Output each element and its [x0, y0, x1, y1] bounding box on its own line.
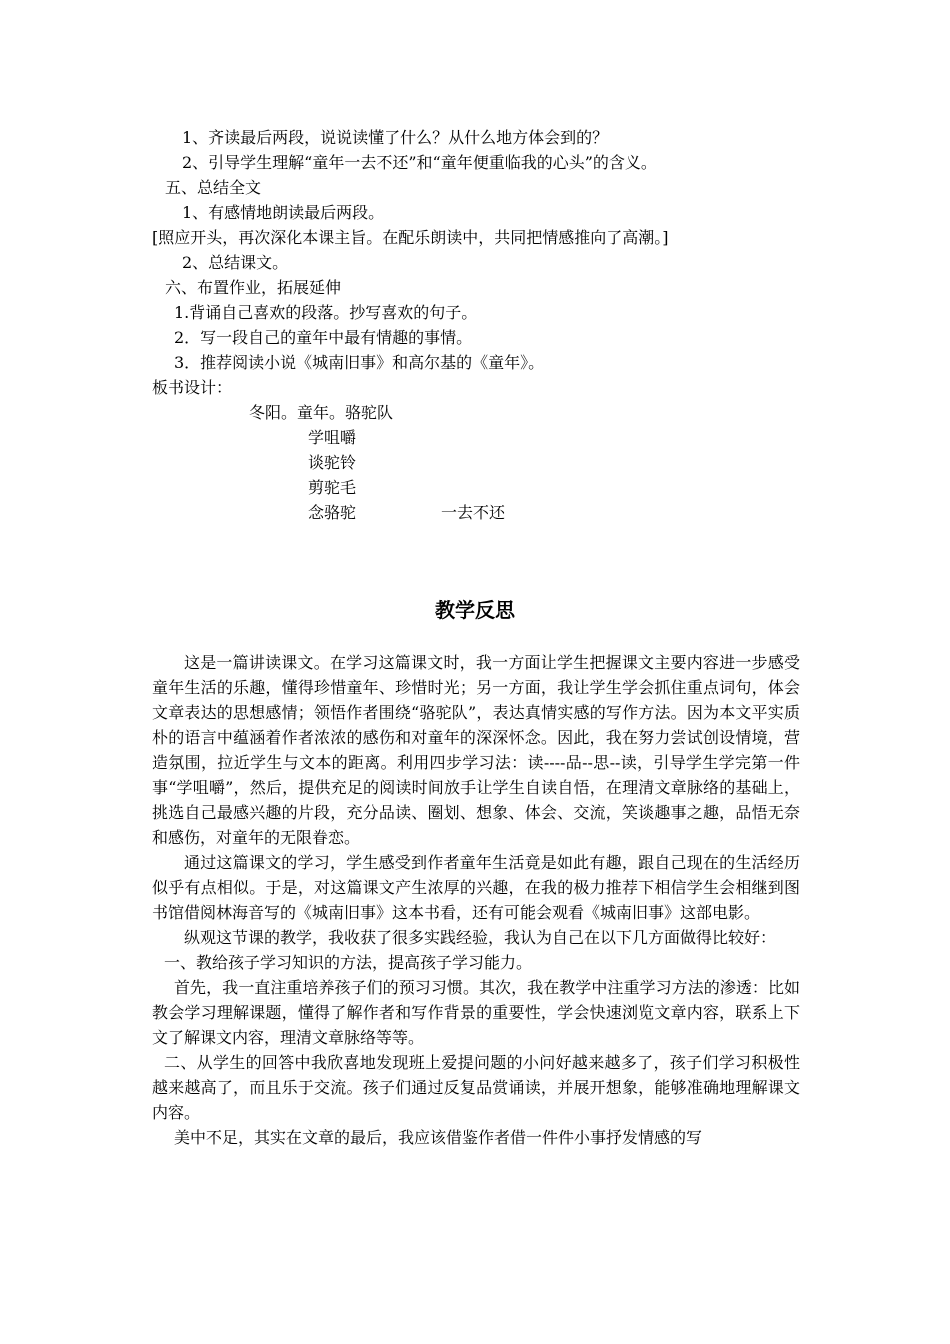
reflection-paragraph: 首先，我一直注重培养孩子们的预习习惯。其次，我在教学中注重学习方法的渗透：比如教会学习理解课题，懂得了解作者和写作背景的重要性，学会快速浏览文章内容，联系上下文了解课文内容，理清文章脉络等等。	[152, 978, 800, 1047]
reflection-paragraph: 通过这篇课文的学习，学生感受到作者童年生活竟是如此有趣，跟自己现在的生活经历似乎有点相似。于是，对这篇课文产生浓厚的兴趣，在我的极力推荐下相信学生会相继到图书馆借阅林海音写的《城南旧事》这本书看，还有可能会观看《城南旧事》这部电影。	[152, 853, 800, 922]
homework-item: 2．写一段自己的童年中最有情趣的事情。	[174, 328, 473, 347]
section-heading: 五、总结全文	[165, 178, 262, 197]
step-line: 2、总结课文。	[182, 253, 289, 272]
board-item: 谈驼铃	[308, 453, 357, 472]
step-line: 1、齐读最后两段，说说读懂了什么？从什么地方体会到的？	[182, 128, 609, 147]
board-item: 念骆驼	[308, 503, 357, 522]
reflection-body	[152, 650, 800, 1150]
reflection-paragraph: 美中不足，其实在文章的最后，我应该借鉴作者借一件件小事抒发情感的写	[174, 1128, 703, 1147]
board-heading: 冬阳。童年。骆驼队	[249, 403, 394, 422]
bracket-note: [照应开头，再次深化本课主旨。在配乐朗读中，共同把情感推向了高潮。]	[152, 228, 669, 247]
reflection-point-heading: 一、教给孩子学习知识的方法，提高孩子学习能力。	[164, 953, 533, 972]
reflection-title: 教学反思	[435, 598, 515, 622]
section-heading: 六、布置作业，拓展延伸	[165, 278, 342, 297]
step-line: 1、有感情地朗读最后两段。	[182, 203, 385, 222]
board-note: 一去不还	[441, 503, 506, 522]
step-line: 2、引导学生理解“童年一去不还”和“童年便重临我的心头”的含义。	[182, 153, 657, 172]
board-item: 学咀嚼	[308, 428, 357, 447]
homework-item: 3．推荐阅读小说《城南旧事》和高尔基的《童年》。	[174, 353, 545, 372]
board-item: 剪驼毛	[308, 478, 357, 497]
homework-item: 1.背诵自己喜欢的段落。抄写喜欢的句子。	[174, 303, 478, 322]
reflection-paragraph: 纵观这节课的教学，我收获了很多实践经验，我认为自己在以下几方面做得比较好：	[184, 928, 777, 947]
reflection-paragraph: 这是一篇讲读课文。在学习这篇课文时，我一方面让学生把握课文主要内容进一步感受童年生活的乐趣，懂得珍惜童年、珍惜时光；另一方面，我让学生学会抓住重点词句，体会文章表达的思想感情；领悟作者围绕“骆驼队”，表达真情实感的写作方法。因为本文平实质朴的语言中蕴涵着作者浓浓的感伤和对童年的深深怀念。因此，我在努力尝试创设情境，营造氛围，拉近学生与文本的距离。利用四步学习法：读----品--思--读，引导学生学完第一件事“学咀嚼”，然后，提供充足的阅读时间放手让学生自读自悟，在理清文章脉络的基础上，挑选自己最感兴趣的片段，充分品读、圈划、想象、体会、交流，笑谈趣事之趣，品悟无奈和感伤，对童年的无限眷恋。	[152, 653, 800, 847]
board-design-label: 板书设计：	[152, 378, 233, 397]
reflection-paragraph: 二、从学生的回答中我欣喜地发现班上爱提问题的小问好越来越多了，孩子们学习积极性越来越高了，而且乐于交流。孩子们通过反复品赏诵读，并展开想象，能够准确地理解课文内容。	[152, 1053, 800, 1122]
